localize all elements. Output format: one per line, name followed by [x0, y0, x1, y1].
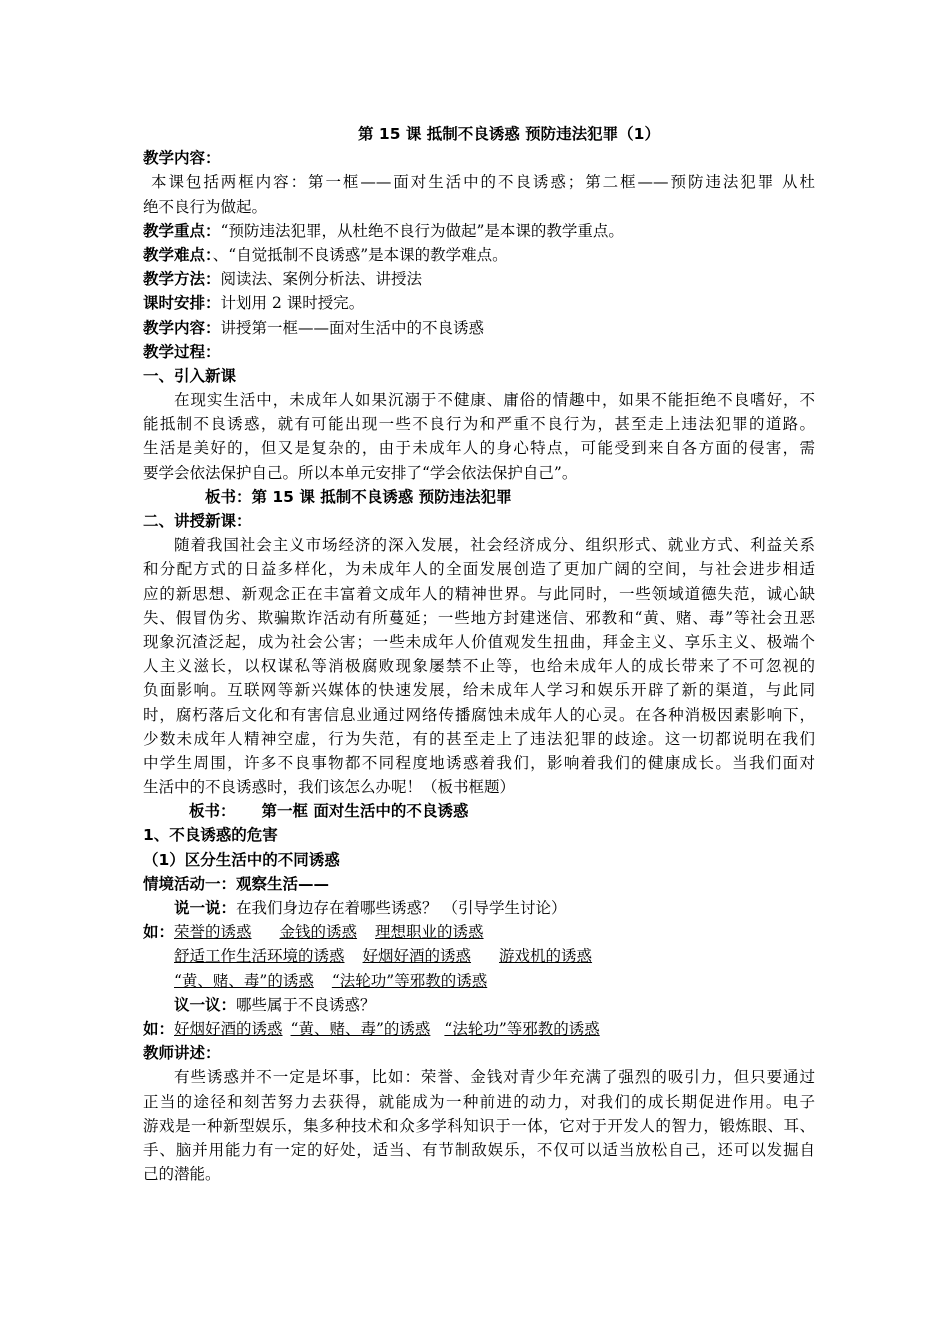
focus-text: “预防违法犯罪，从杜绝不良行为做起”是本课的教学重点。: [220, 221, 624, 240]
section-new-heading: 二、讲授新课：: [143, 512, 252, 530]
content2-row: [143, 316, 815, 340]
new-line: 负面影响。互联网等新兴媒体的快速发展，给未成年人学习和娱乐开辟了新的渠道，与此同: [143, 681, 815, 700]
new-line: 失、假冒伪劣、欺骗欺诈活动有所蔓延；一些地方封建迷信、邪教和“黄、赌、毒”等社会丑恶: [143, 608, 815, 627]
example-label: 如：: [143, 923, 175, 942]
intro-line: 生活是美好的，但又是复杂的，由于未成年人的身心特点，可能受到来自各方面的侵害，需: [143, 439, 815, 458]
board2-text: 第一框 面对生活中的不良诱惑: [261, 802, 469, 821]
example-item: 游戏机的诱惑: [499, 947, 593, 966]
board-title-2: [143, 799, 815, 823]
content2-text: 讲授第一框——面对生活中的不良诱惑: [220, 318, 485, 337]
teacher-label: 教师讲述：: [143, 1044, 221, 1063]
discuss-label: 议一议：: [174, 995, 237, 1014]
example2-item: “黄、赌、毒”的诱惑: [290, 1019, 431, 1038]
intro-line: 能抵制不良诱惑，就有可能出现一些不良行为和严重不良行为，甚至走上违法犯罪的道路。: [143, 415, 815, 434]
process-label: 教学过程：: [143, 342, 221, 361]
method-row: [143, 267, 815, 291]
new-line: 现象沉渣泛起，成为社会公害；一些未成年人价值观发生扭曲，拜金主义、享乐主义、极端个: [143, 632, 815, 651]
teacher-line: 有些诱惑并不一定是坏事，比如：荣誉、金钱对青少年充满了强烈的吸引力，但只要通过: [174, 1068, 815, 1087]
intro-line: 在现实生活中，未成年人如果沉溺于不健康、庸俗的情趣中，如果不能拒绝不良嗜好，不: [174, 391, 815, 410]
new-line: 少数未成年人精神空虚，行为失范，有的甚至走上了违法犯罪的歧途。这一切都说明在我们: [143, 729, 815, 748]
content2-label: 教学内容：: [143, 318, 221, 337]
new-line: 中学生周围，许多不良事物都不同程度地诱惑着我们，影响着我们的健康成长。当我们面对: [143, 753, 815, 772]
focus-row: [143, 219, 815, 243]
teacher-line: 游戏是一种新型娱乐，集多种技术和众多学科知识于一体，它对于开发人的智力，锻炼眼、耳、: [143, 1116, 815, 1135]
heading-harm: 1、不良诱惑的危害: [143, 826, 278, 845]
schedule-row: [143, 291, 815, 315]
difficulty-label: 教学难点：: [143, 245, 213, 264]
difficulty-text: 、“自觉抵制不良诱惑”是本课的教学难点。: [212, 245, 508, 264]
say-text: 在我们身边存在着哪些诱惑？ （引导学生讨论）: [236, 899, 567, 917]
teacher-line: 手、脑并用能力有一定的好处，适当、有节制敌娱乐，不仅可以适当放松自己，还可以发掘自: [143, 1140, 815, 1159]
example-row-2: [143, 944, 815, 968]
example-item: “法轮功”等邪教的诱惑: [331, 971, 488, 990]
difficulty-row: [143, 243, 815, 267]
board2-label: 板书：: [189, 802, 236, 821]
discuss-row: [143, 993, 815, 1017]
board-title-1: 板书：第 15 课 抵制不良诱惑 预防违法犯罪: [205, 487, 512, 506]
example-row-1: [143, 920, 815, 944]
example-item: 金钱的诱惑: [279, 923, 358, 942]
example-item: “黄、赌、毒”的诱惑: [174, 971, 314, 990]
section-intro-heading: 一、引入新课: [143, 366, 237, 385]
example-item: 荣誉的诱惑: [174, 923, 252, 942]
content-label: 教学内容：: [143, 149, 221, 168]
method-text: 阅读法、案例分析法、讲授法: [220, 270, 423, 289]
schedule-label: 课时安排：: [143, 294, 221, 313]
document-page: [143, 122, 815, 1186]
example2-row: [143, 1017, 815, 1041]
example2-label: 如：: [143, 1019, 175, 1038]
teacher-line: 己的潜能。: [143, 1165, 221, 1184]
example2-item: “法轮功”等邪教的诱惑: [444, 1019, 600, 1038]
discuss-text: 哪些属于不良诱惑？: [236, 995, 376, 1014]
say-label: 说一说：: [174, 899, 237, 917]
schedule-text: 计划用 2 课时授完。: [220, 294, 365, 313]
activity-heading: 情境活动一：观察生活——: [143, 874, 330, 893]
new-line: 应的新思想、新观念正在丰富着文成年人的精神世界。与此同时，一些领域道德失范，诚心缺: [143, 584, 815, 603]
heading-distinguish: （1）区分生活中的不同诱惑: [143, 850, 340, 869]
content-text-2: 绝不良行为做起。: [143, 197, 268, 216]
example-item: 舒适工作生活环境的诱惑: [174, 947, 345, 966]
new-line: 和分配方式的日益多样化，为未成年人的全面发展创造了更加广阔的空间，与社会进步相适: [143, 560, 815, 579]
method-label: 教学方法：: [143, 270, 221, 289]
example-item: 好烟好酒的诱惑: [362, 947, 472, 966]
new-line: 时，腐朽落后文化和有害信息业通过网络传播腐蚀未成年人的心灵。在各种消极因素影响下，: [143, 705, 815, 724]
new-line: 生活中的不良诱惑时，我们该怎么办呢！（板书框题）: [143, 778, 516, 797]
content-text-1: 本课包括两框内容：第一框——面对生活中的不良诱惑；第二框——预防违法犯罪 从杜: [151, 173, 815, 192]
teacher-line: 正当的途径和刻苦努力去获得，就能成为一种前进的动力，对我们的成长期促进作用。电子: [143, 1092, 815, 1111]
say-row: [143, 896, 815, 920]
new-line: 人主义滋长，以权谋私等消极腐败现象屡禁不止等，也给未成年人的成长带来了不可忽视的: [143, 657, 815, 676]
page-title: 第 15 课 抵制不良诱惑 预防违法犯罪（1）: [358, 125, 660, 143]
new-line: 随着我国社会主义市场经济的深入发展，社会经济成分、组织形式、就业方式、利益关系: [174, 536, 815, 555]
focus-label: 教学重点：: [143, 221, 221, 240]
intro-line: 要学会依法保护自己。所以本单元安排了“学会依法保护自己”。: [143, 463, 578, 482]
example2-item: 好烟好酒的诱惑: [174, 1019, 283, 1038]
example-item: 理想职业的诱惑: [375, 923, 484, 942]
example-row-3: [143, 969, 815, 993]
